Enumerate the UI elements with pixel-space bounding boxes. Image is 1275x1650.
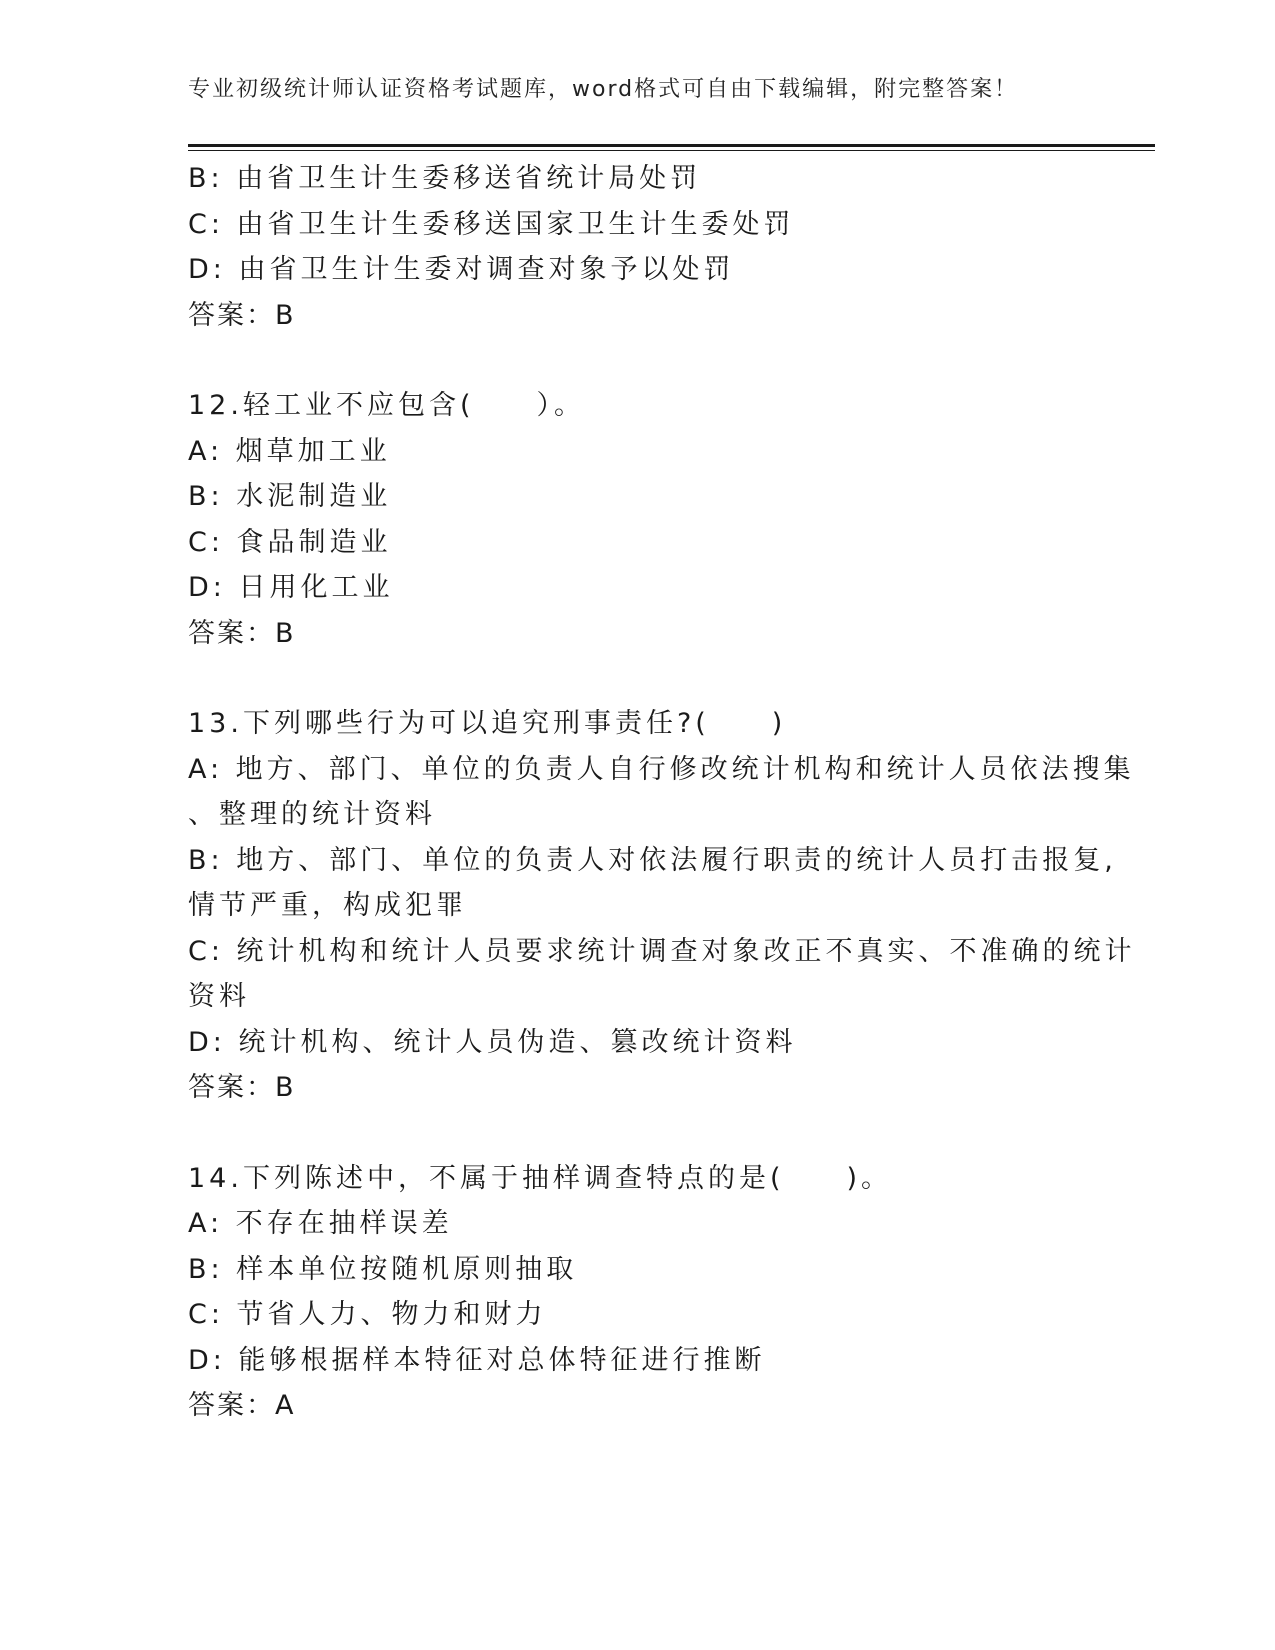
option-a-line-1: A: 地方、部门、单位的负责人自行修改统计机构和统计人员依法搜集 — [188, 753, 1135, 785]
option-a: A: 不存在抽样误差 — [188, 1208, 453, 1239]
question-text: 12.轻工业不应包含( ）。 — [188, 390, 585, 421]
option-b-line-2: 情节严重，构成犯罪 — [188, 890, 467, 921]
option-d: D: 能够根据样本特征对总体特征进行推断 — [188, 1344, 766, 1376]
header-rule-thick — [188, 144, 1155, 147]
question-text: 14.下列陈述中，不属于抽样调查特点的是( )。 — [188, 1162, 893, 1194]
answer: 答案：B — [188, 617, 296, 649]
question-12 — [188, 383, 1088, 656]
question-text: 13.下列哪些行为可以追究刑事责任?( ) — [188, 708, 787, 739]
option-c: C: 食品制造业 — [188, 526, 392, 558]
answer: 答案：A — [188, 1390, 296, 1421]
option-b: B: 样本单位按随机原则抽取 — [188, 1253, 578, 1285]
question-13 — [188, 701, 1136, 1111]
option-c-line-1: C: 统计机构和统计人员要求统计调查对象改正不真实、不准确的统计 — [188, 935, 1136, 967]
answer: 答案：B — [188, 1072, 296, 1103]
answer: 答案：B — [188, 299, 296, 331]
option-c-line-2: 资料 — [188, 981, 250, 1012]
option-a-line-2: 、整理的统计资料 — [188, 799, 436, 830]
question-content — [188, 156, 1136, 1429]
option-d: D: 日用化工业 — [188, 572, 394, 603]
page-header: 专业初级统计师认证资格考试题库，word格式可自由下载编辑，附完整答案！ — [188, 77, 1019, 102]
option-c: C: 由省卫生计生委移送国家卫生计生委处罚 — [188, 208, 795, 240]
option-b: B: 由省卫生计生委移送省统计局处罚 — [188, 163, 702, 194]
option-a: A: 烟草加工业 — [188, 435, 391, 467]
option-d: D: 统计机构、统计人员伪造、篡改统计资料 — [188, 1026, 797, 1058]
option-d: D: 由省卫生计生委对调查对象予以处罚 — [188, 254, 735, 285]
header-rule-thin — [188, 150, 1155, 151]
option-b: B: 水泥制造业 — [188, 481, 392, 512]
question-11 — [188, 156, 1088, 338]
option-b-line-1: B: 地方、部门、单位的负责人对依法履行职责的统计人员打击报复, — [188, 844, 1117, 876]
question-14 — [188, 1156, 1088, 1429]
option-c: C: 节省人力、物力和财力 — [188, 1299, 547, 1330]
